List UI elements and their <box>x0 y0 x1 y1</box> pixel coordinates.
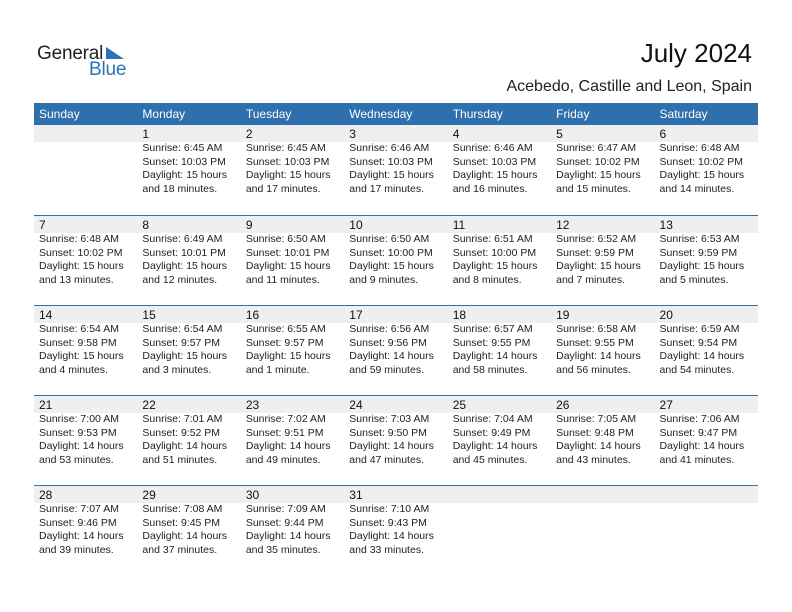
daylight-text: Daylight: 15 hours <box>142 169 228 181</box>
day-cell <box>551 396 654 467</box>
sunrise-text: Sunrise: 6:56 AM <box>349 323 430 335</box>
sunrise-text: Sunrise: 6:49 AM <box>142 233 223 245</box>
sunset-text: Sunset: 9:51 PM <box>245 426 324 439</box>
page-title: July 2024 <box>640 38 752 68</box>
week-row <box>34 305 758 395</box>
sunrise-text: Sunrise: 7:06 AM <box>659 413 740 425</box>
daylight-minutes-text: and 9 minutes. <box>349 273 419 286</box>
daylight-minutes-text: and 39 minutes. <box>39 543 114 556</box>
daylight-text: Daylight: 15 hours <box>39 260 124 272</box>
sunset-text: Sunset: 10:01 PM <box>245 246 330 259</box>
daylight-text: Daylight: 14 hours <box>556 350 641 362</box>
day-cell <box>344 486 447 557</box>
daylight-minutes-text: and 17 minutes. <box>349 182 424 195</box>
week-cells <box>34 396 758 467</box>
sunrise-text: Sunrise: 7:01 AM <box>142 413 223 425</box>
day-number: 21 <box>39 398 53 412</box>
weekday-thursday: Thursday <box>452 107 503 121</box>
sunrise-text: Sunrise: 6:55 AM <box>245 323 326 335</box>
sunset-text: Sunset: 9:47 PM <box>659 426 738 439</box>
sunset-text: Sunset: 10:03 PM <box>349 155 433 168</box>
sunset-text: Sunset: 10:02 PM <box>556 155 640 168</box>
day-number: 2 <box>245 127 253 141</box>
day-cell <box>241 125 344 196</box>
day-cell <box>655 396 758 467</box>
day-number: 29 <box>142 488 156 502</box>
day-cell <box>655 125 758 196</box>
daylight-minutes-text: and 53 minutes. <box>39 453 114 466</box>
sunrise-text: Sunrise: 6:54 AM <box>142 323 223 335</box>
sunrise-text: Sunrise: 6:46 AM <box>349 142 430 154</box>
day-cell <box>34 486 137 557</box>
day-number: 23 <box>245 398 260 412</box>
daylight-minutes-text: and 43 minutes. <box>556 453 631 466</box>
sunset-text: Sunset: 9:52 PM <box>142 426 221 439</box>
weekday-sunday: Sunday <box>39 107 80 121</box>
sunset-text: Sunset: 9:46 PM <box>39 516 117 529</box>
daylight-text: Daylight: 15 hours <box>245 350 331 362</box>
daylight-minutes-text: and 51 minutes. <box>142 453 218 466</box>
daylight-text: Daylight: 15 hours <box>659 260 745 272</box>
daylight-text: Daylight: 15 hours <box>39 350 124 362</box>
daylight-text: Daylight: 14 hours <box>349 530 434 542</box>
day-cell <box>551 216 654 287</box>
sunset-text: Sunset: 9:56 PM <box>349 336 427 349</box>
daylight-minutes-text: and 17 minutes. <box>245 182 321 195</box>
sunrise-text: Sunrise: 6:50 AM <box>349 233 430 245</box>
day-cell <box>344 396 447 467</box>
day-number: 17 <box>349 308 363 322</box>
sunrise-text: Sunrise: 7:05 AM <box>556 413 637 425</box>
sunrise-text: Sunrise: 6:53 AM <box>659 233 740 245</box>
weekday-saturday: Saturday <box>659 107 708 121</box>
week-cells <box>34 486 758 557</box>
daylight-minutes-text: and 16 minutes. <box>452 182 528 195</box>
sunset-text: Sunset: 9:57 PM <box>142 336 221 349</box>
sunrise-text: Sunrise: 6:48 AM <box>659 142 740 154</box>
sunrise-text: Sunrise: 6:45 AM <box>142 142 223 154</box>
day-cell <box>448 396 551 467</box>
weeks-container <box>34 125 758 575</box>
sunrise-text: Sunrise: 6:54 AM <box>39 323 119 335</box>
day-cell <box>448 125 551 196</box>
day-cell <box>344 306 447 377</box>
sunset-text: Sunset: 10:02 PM <box>659 155 743 168</box>
daylight-text: Daylight: 14 hours <box>39 440 124 452</box>
sunset-text: Sunset: 9:59 PM <box>659 246 738 259</box>
day-number: 10 <box>349 218 363 232</box>
day-number: 5 <box>556 127 563 141</box>
daylight-minutes-text: and 13 minutes. <box>39 273 114 286</box>
week-row <box>34 395 758 485</box>
sunrise-text: Sunrise: 6:52 AM <box>556 233 637 245</box>
daylight-text: Daylight: 15 hours <box>245 169 331 181</box>
daylight-minutes-text: and 59 minutes. <box>349 363 424 376</box>
daylight-text: Daylight: 14 hours <box>659 350 745 362</box>
day-cell <box>344 216 447 287</box>
week-row <box>34 215 758 305</box>
location-subtitle: Acebedo, Castille and Leon, Spain <box>506 78 752 95</box>
day-cell <box>34 396 137 467</box>
sunset-text: Sunset: 9:57 PM <box>245 336 324 349</box>
sunset-text: Sunset: 10:00 PM <box>452 246 537 259</box>
daylight-text: Daylight: 14 hours <box>659 440 745 452</box>
day-cell <box>655 306 758 377</box>
sunset-text: Sunset: 10:01 PM <box>142 246 226 259</box>
sunset-text: Sunset: 10:03 PM <box>452 155 537 168</box>
sunset-text: Sunset: 10:00 PM <box>349 246 433 259</box>
daylight-minutes-text: and 14 minutes. <box>659 182 735 195</box>
day-cell <box>551 125 654 196</box>
daylight-minutes-text: and 15 minutes. <box>556 182 631 195</box>
weekday-monday: Monday <box>142 107 186 121</box>
weekday-friday: Friday <box>556 107 590 121</box>
empty-day-cell <box>34 125 137 196</box>
day-number: 28 <box>39 488 53 502</box>
day-cell <box>137 216 240 287</box>
day-cell <box>448 216 551 287</box>
day-cell <box>241 306 344 377</box>
daylight-minutes-text: and 8 minutes. <box>452 273 522 286</box>
daylight-text: Daylight: 14 hours <box>142 440 228 452</box>
sunset-text: Sunset: 9:44 PM <box>245 516 324 529</box>
empty-day-cell <box>655 486 758 557</box>
daylight-minutes-text: and 33 minutes. <box>349 543 424 556</box>
sunrise-text: Sunrise: 7:04 AM <box>452 413 533 425</box>
sunrise-text: Sunrise: 6:51 AM <box>452 233 533 245</box>
calendar-grid <box>34 103 758 575</box>
sunrise-text: Sunrise: 7:08 AM <box>142 503 223 515</box>
weekday-tuesday: Tuesday <box>245 107 292 121</box>
day-number: 13 <box>659 218 673 232</box>
day-number: 15 <box>142 308 156 322</box>
sunset-text: Sunset: 10:03 PM <box>142 155 226 168</box>
sunset-text: Sunset: 9:50 PM <box>349 426 427 439</box>
day-number: 20 <box>659 308 673 322</box>
day-cell <box>655 216 758 287</box>
daylight-minutes-text: and 4 minutes. <box>39 363 108 376</box>
sunrise-text: Sunrise: 7:09 AM <box>245 503 326 515</box>
day-number: 1 <box>142 127 150 141</box>
day-number: 19 <box>556 308 570 322</box>
week-row <box>34 125 758 215</box>
day-number: 31 <box>349 488 363 502</box>
sunrise-text: Sunrise: 6:47 AM <box>556 142 637 154</box>
day-cell <box>448 306 551 377</box>
sunrise-text: Sunrise: 7:00 AM <box>39 413 119 425</box>
daylight-minutes-text: and 11 minutes. <box>245 273 320 286</box>
daylight-text: Daylight: 15 hours <box>142 260 228 272</box>
sunset-text: Sunset: 9:49 PM <box>452 426 531 439</box>
day-number: 14 <box>39 308 53 322</box>
logo <box>37 43 137 83</box>
sunrise-text: Sunrise: 6:48 AM <box>39 233 119 245</box>
daylight-minutes-text: and 5 minutes. <box>659 273 729 286</box>
day-number: 11 <box>452 218 466 232</box>
day-cell <box>34 306 137 377</box>
sunrise-text: Sunrise: 6:46 AM <box>452 142 533 154</box>
day-number: 16 <box>245 308 260 322</box>
day-cell <box>137 396 240 467</box>
daylight-minutes-text: and 56 minutes. <box>556 363 631 376</box>
daylight-text: Daylight: 15 hours <box>452 260 538 272</box>
daylight-minutes-text: and 3 minutes. <box>142 363 212 376</box>
sunset-text: Sunset: 9:53 PM <box>39 426 117 439</box>
sunrise-text: Sunrise: 7:07 AM <box>39 503 119 515</box>
day-cell <box>137 486 240 557</box>
daylight-minutes-text: and 1 minute. <box>245 363 310 376</box>
daylight-text: Daylight: 14 hours <box>452 350 538 362</box>
daylight-text: Daylight: 15 hours <box>349 260 434 272</box>
sunset-text: Sunset: 9:43 PM <box>349 516 427 529</box>
daylight-text: Daylight: 15 hours <box>556 169 641 181</box>
sunrise-text: Sunrise: 6:57 AM <box>452 323 533 335</box>
daylight-minutes-text: and 7 minutes. <box>556 273 625 286</box>
week-cells <box>34 125 758 196</box>
day-number: 30 <box>245 488 260 502</box>
day-number: 27 <box>659 398 673 412</box>
sunset-text: Sunset: 9:45 PM <box>142 516 221 529</box>
daylight-text: Daylight: 14 hours <box>142 530 228 542</box>
day-cell <box>241 216 344 287</box>
day-number: 8 <box>142 218 150 232</box>
daylight-text: Daylight: 15 hours <box>659 169 745 181</box>
sunrise-text: Sunrise: 7:03 AM <box>349 413 430 425</box>
week-row <box>34 485 758 575</box>
week-cells <box>34 216 758 287</box>
daylight-minutes-text: and 58 minutes. <box>452 363 528 376</box>
sunset-text: Sunset: 9:58 PM <box>39 336 117 349</box>
day-number: 3 <box>349 127 356 141</box>
daylight-minutes-text: and 18 minutes. <box>142 182 218 195</box>
sunrise-text: Sunrise: 6:45 AM <box>245 142 326 154</box>
sunrise-text: Sunrise: 6:59 AM <box>659 323 740 335</box>
daylight-minutes-text: and 41 minutes. <box>659 453 735 466</box>
sunset-text: Sunset: 10:02 PM <box>39 246 123 259</box>
daylight-text: Daylight: 15 hours <box>142 350 228 362</box>
weekday-header-row <box>34 103 758 125</box>
daylight-text: Daylight: 14 hours <box>349 440 434 452</box>
sunrise-text: Sunrise: 6:58 AM <box>556 323 637 335</box>
daylight-minutes-text: and 37 minutes. <box>142 543 218 556</box>
sunset-text: Sunset: 9:54 PM <box>659 336 738 349</box>
day-number: 24 <box>349 398 363 412</box>
day-number: 18 <box>452 308 467 322</box>
day-number: 7 <box>39 218 46 232</box>
daylight-text: Daylight: 15 hours <box>245 260 331 272</box>
sunrise-text: Sunrise: 6:50 AM <box>245 233 326 245</box>
daylight-text: Daylight: 15 hours <box>452 169 538 181</box>
day-number: 12 <box>556 218 570 232</box>
day-cell <box>34 216 137 287</box>
sunset-text: Sunset: 9:55 PM <box>452 336 531 349</box>
daylight-text: Daylight: 15 hours <box>556 260 641 272</box>
day-cell <box>241 396 344 467</box>
daylight-text: Daylight: 14 hours <box>245 530 331 542</box>
day-cell <box>551 306 654 377</box>
day-number: 9 <box>245 218 253 232</box>
sunrise-text: Sunrise: 7:10 AM <box>349 503 430 515</box>
daylight-minutes-text: and 49 minutes. <box>245 453 321 466</box>
daylight-text: Daylight: 15 hours <box>349 169 434 181</box>
daylight-minutes-text: and 45 minutes. <box>452 453 528 466</box>
sunset-text: Sunset: 9:59 PM <box>556 246 634 259</box>
day-cell <box>344 125 447 196</box>
weekday-wednesday: Wednesday <box>349 107 413 121</box>
daylight-text: Daylight: 14 hours <box>452 440 538 452</box>
daylight-text: Daylight: 14 hours <box>556 440 641 452</box>
day-cell <box>137 125 240 196</box>
logo-blue-text: Blue <box>89 59 127 80</box>
logo-triangle-icon <box>106 47 124 59</box>
day-number: 6 <box>659 127 667 141</box>
sunrise-text: Sunrise: 7:02 AM <box>245 413 326 425</box>
day-cell <box>241 486 344 557</box>
daylight-text: Daylight: 14 hours <box>349 350 434 362</box>
daylight-minutes-text: and 12 minutes. <box>142 273 218 286</box>
daylight-text: Daylight: 14 hours <box>245 440 331 452</box>
day-number: 26 <box>556 398 570 412</box>
daylight-minutes-text: and 47 minutes. <box>349 453 424 466</box>
day-number: 4 <box>452 127 460 141</box>
daylight-minutes-text: and 35 minutes. <box>245 543 321 556</box>
logo-general-text: General <box>37 43 104 64</box>
empty-day-cell <box>448 486 551 557</box>
day-cell <box>137 306 240 377</box>
week-cells <box>34 306 758 377</box>
day-number: 22 <box>142 398 156 412</box>
empty-day-cell <box>551 486 654 557</box>
sunset-text: Sunset: 9:48 PM <box>556 426 634 439</box>
day-number: 25 <box>452 398 467 412</box>
daylight-text: Daylight: 14 hours <box>39 530 124 542</box>
sunset-text: Sunset: 10:03 PM <box>245 155 330 168</box>
sunset-text: Sunset: 9:55 PM <box>556 336 634 349</box>
daylight-minutes-text: and 54 minutes. <box>659 363 735 376</box>
